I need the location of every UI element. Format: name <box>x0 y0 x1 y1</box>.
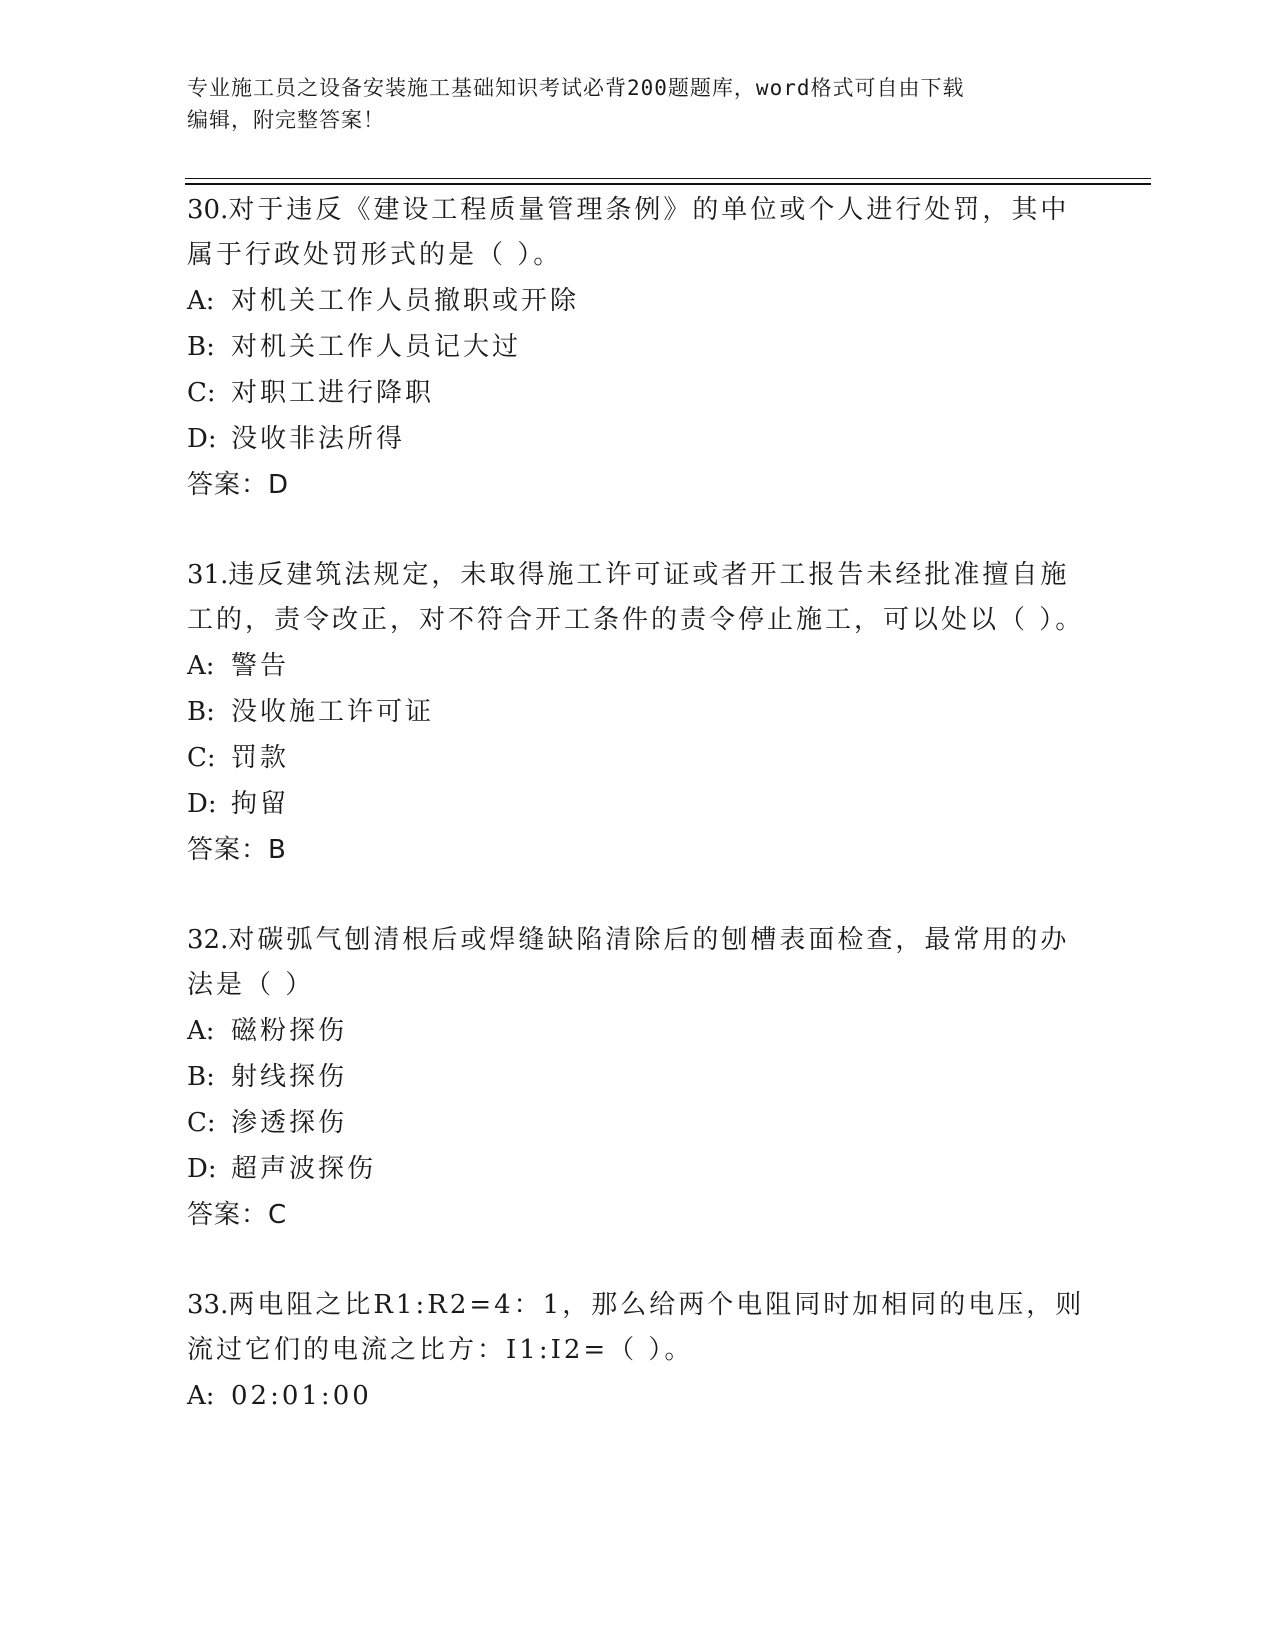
option-c <box>187 370 1087 416</box>
option-text: 渗透探伤 <box>231 1108 348 1138</box>
question-number: 32. <box>187 925 229 955</box>
option-letter: D: <box>187 1154 217 1184</box>
header-title-line-2: 编辑，附完整答案！ <box>187 108 385 132</box>
option-text: 罚款 <box>231 743 290 773</box>
question-stem <box>187 553 1087 643</box>
question-stem <box>187 188 1087 278</box>
option-text: 超声波探伤 <box>231 1154 377 1184</box>
option-text: 拘留 <box>231 789 290 819</box>
option-text: 没收施工许可证 <box>231 697 435 727</box>
header-divider-thick <box>185 183 1151 185</box>
option-letter: C: <box>187 378 216 408</box>
option-letter: B: <box>187 332 215 362</box>
option-letter: D: <box>187 789 217 819</box>
option-text: 对机关工作人员撤职或开除 <box>231 286 580 316</box>
answer-line: 答案：C <box>187 1200 288 1230</box>
option-letter: C: <box>187 1108 216 1138</box>
question-33 <box>187 1283 1087 1419</box>
header-divider-thin <box>185 178 1151 179</box>
option-c <box>187 735 1087 781</box>
option-text: 对职工进行降职 <box>231 378 435 408</box>
option-d <box>187 416 1087 462</box>
answer-line: 答案：B <box>187 835 287 865</box>
option-text: 对机关工作人员记大过 <box>231 332 522 362</box>
option-text: 警告 <box>231 651 290 681</box>
option-letter: B: <box>187 697 215 727</box>
question-stem <box>187 918 1087 1008</box>
option-a <box>187 1008 1087 1054</box>
option-letter: A: <box>187 651 215 681</box>
question-number: 30. <box>187 195 229 225</box>
option-d <box>187 1146 1087 1192</box>
option-b <box>187 1054 1087 1100</box>
option-a <box>187 278 1087 324</box>
question-30 <box>187 188 1087 508</box>
option-b <box>187 689 1087 735</box>
option-text: 02:01:00 <box>231 1381 372 1411</box>
option-b <box>187 324 1087 370</box>
option-c <box>187 1100 1087 1146</box>
question-31 <box>187 553 1087 873</box>
option-letter: A: <box>187 1016 215 1046</box>
question-32 <box>187 918 1087 1238</box>
question-number: 33. <box>187 1290 229 1320</box>
question-list <box>187 188 1087 1464</box>
option-a <box>187 643 1087 689</box>
option-d <box>187 781 1087 827</box>
document-header <box>187 72 1087 136</box>
option-letter: D: <box>187 424 217 454</box>
question-number: 31. <box>187 560 229 590</box>
option-letter: A: <box>187 286 215 316</box>
option-text: 射线探伤 <box>231 1062 348 1092</box>
option-text: 没收非法所得 <box>231 424 406 454</box>
option-a <box>187 1373 1087 1419</box>
option-letter: B: <box>187 1062 215 1092</box>
option-letter: A: <box>187 1381 215 1411</box>
question-text: 对碳弧气刨清根后或焊缝缺陷清除后的刨槽表面检查，最常用的办法是（ ） <box>187 925 1070 1000</box>
question-stem <box>187 1283 1087 1373</box>
header-title-line-1: 专业施工员之设备安装施工基础知识考试必背200题题库，word格式可自由下载 <box>187 76 965 100</box>
question-text: 两电阻之比R1:R2=4：1，那么给两个电阻同时加相同的电压，则流过它们的电流之比方：I1:I2=（ ）。 <box>187 1290 1085 1365</box>
option-text: 磁粉探伤 <box>231 1016 348 1046</box>
question-text: 对于违反《建设工程质量管理条例》的单位或个人进行处罚，其中属于行政处罚形式的是（ ）。 <box>187 195 1070 270</box>
question-text: 违反建筑法规定，未取得施工许可证或者开工报告未经批准擅自施工的，责令改正，对不符合开工条件的责令停止施工，可以处以（ ）。 <box>187 560 1085 635</box>
option-letter: C: <box>187 743 216 773</box>
answer-line: 答案：D <box>187 470 290 500</box>
